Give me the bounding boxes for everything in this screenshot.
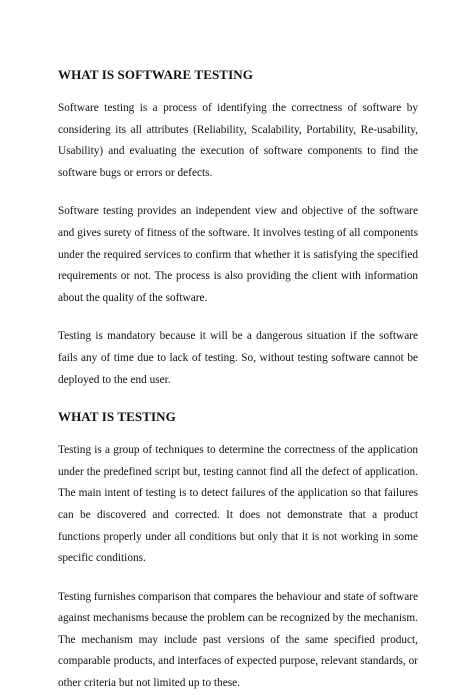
paragraph-mandatory: Testing is mandatory because it will be a dangerous situation if the software fails any of time due to lack of testing. So, without testing software cannot be deployed to the end user. [58, 330, 418, 386]
page-title: WHAT IS SOFTWARE TESTING [58, 67, 253, 82]
document-body [58, 66, 418, 695]
paragraph-definition: Software testing is a process of identifying the correctness of software by considering its all attributes (Reliability, Scalability, Portability, Re-usability, Usability) and evaluating the execution of software components to find the software bugs or errors or defects. [58, 102, 418, 179]
paragraph-comparison: Testing furnishes comparison that compares the behaviour and state of software against mechanisms because the problem can be recognized by the mechanism. The mechanism may include past versions of the same specified product, comparable products, and interfaces of expected purpose, relevant standards, or other criteria but not limited up to these. [58, 590, 418, 690]
paragraph-independent-view: Software testing provides an independent view and objective of the software and gives surety of fitness of the software. It involves testing of all components under the required services to confirm that whether it is satisfying the specified requirements or not. The process is also providing the client with information about the quality of the software. [58, 205, 418, 304]
paragraph-techniques: Testing is a group of techniques to determine the correctness of the application under the predefined script but, testing cannot find all the defect of application. The main intent of testing is to detect failures of the application so that failures can be discovered and corrected. It does not demonstrate that a product functions properly under all conditions but only that it is not working in some specific conditions. [58, 444, 418, 565]
section-heading: WHAT IS TESTING [58, 409, 176, 425]
